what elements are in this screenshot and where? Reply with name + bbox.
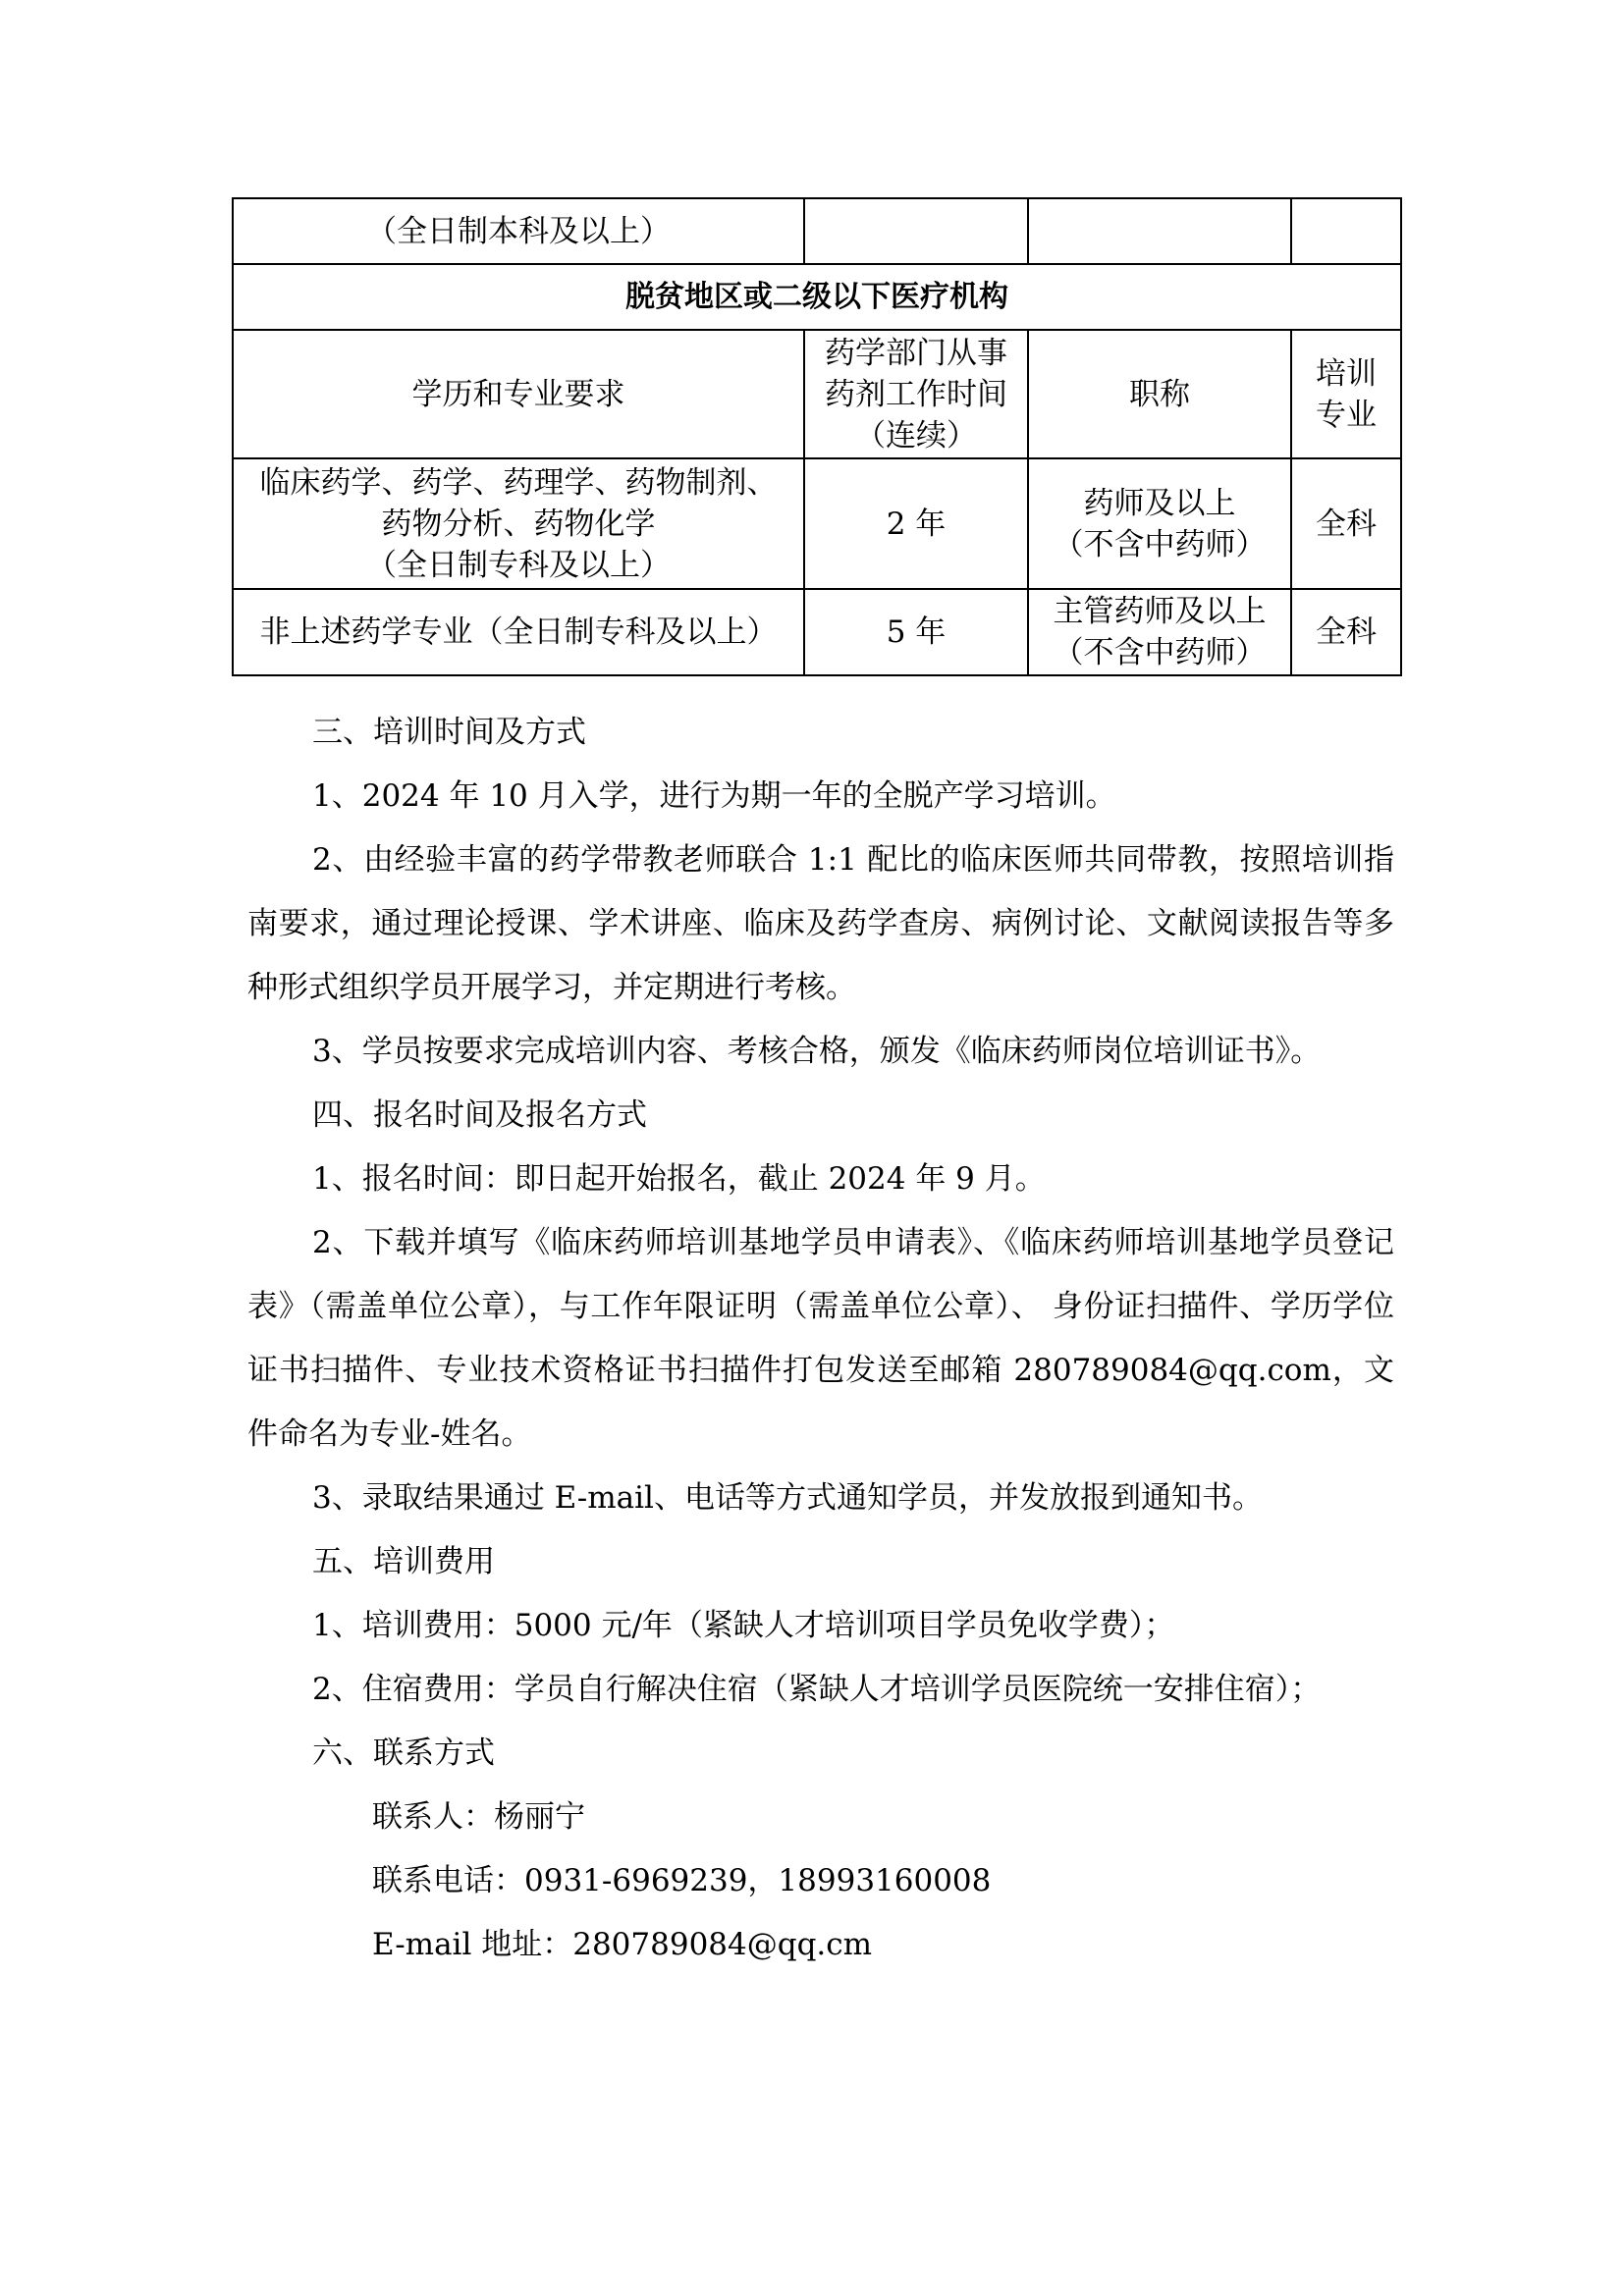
header-years: 药学部门从事药剂工作时间（连续）: [804, 330, 1028, 458]
section-heading-fees: 五、培训费用: [312, 1544, 495, 1579]
paragraph: 1、报名时间：即日起开始报名，截止 2024 年 9 月。: [312, 1161, 1046, 1197]
body-text: [247, 701, 1394, 1977]
section-heading-training-time: 三、培训时间及方式: [312, 715, 586, 750]
section-row: [233, 264, 1401, 330]
paragraph: 2、住宿费用：学员自行解决住宿（紧缺人才培训学员医院统一安排住宿）；: [312, 1672, 1322, 1707]
paragraph: 2、由经验丰富的药学带教老师联合 1:1 配比的临床医师共同带教，按照培训指南要求，通过理论授课、学术讲座、临床及药学查房、病例讨论、文献阅读报告等多种形式组织学员开展学习，并定期进行考核。: [247, 842, 1394, 1005]
contact-phone: 联系电话：0931-6969239，18993160008: [372, 1863, 992, 1898]
specialty-cell: 全科: [1291, 589, 1401, 675]
section-heading-contact: 六、联系方式: [312, 1735, 495, 1771]
specialty-cell: [1291, 198, 1401, 264]
paragraph: 3、录取结果通过 E-mail、电话等方式通知学员，并发放报到通知书。: [312, 1480, 1263, 1516]
specialty-cell: 全科: [1291, 458, 1401, 589]
title-cell: 药师及以上 （不含中药师）: [1028, 458, 1291, 589]
header-title: 职称: [1028, 330, 1291, 458]
section-title: 脱贫地区或二级以下医疗机构: [233, 264, 1401, 330]
education-cell: 非上述药学专业（全日制专科及以上）: [233, 589, 804, 675]
table-header-row: [233, 330, 1401, 458]
header-specialty: 培训专业: [1291, 330, 1401, 458]
table-row-top: [233, 198, 1401, 264]
education-cell: 临床药学、药学、药理学、药物制剂、 药物分析、药物化学 （全日制专科及以上）: [233, 458, 804, 589]
years-cell: 2 年: [804, 458, 1028, 589]
years-cell: [804, 198, 1028, 264]
paragraph: 2、下载并填写《临床药师培训基地学员申请表》、《临床药师培训基地学员登记表》（需盖单位公章），与工作年限证明（需盖单位公章）、 身份证扫描件、学历学位证书扫描件、专业技术资格证书扫描件打包发送至邮箱 280789084@qq.com，文件命名为专业-姓名。: [247, 1225, 1394, 1452]
contact-person: 联系人：杨丽宁: [372, 1799, 585, 1835]
paragraph: 1、培训费用：5000 元/年（紧缺人才培训项目学员免收学费）；: [312, 1608, 1175, 1643]
title-cell: 主管药师及以上 （不含中药师）: [1028, 589, 1291, 675]
table-row: [233, 589, 1401, 675]
years-cell: 5 年: [804, 589, 1028, 675]
contact-email: E-mail 地址：280789084@qq.cm: [372, 1927, 873, 1962]
education-text: （全日制本科及以上）: [366, 213, 671, 249]
header-education: 学历和专业要求: [233, 330, 804, 458]
paragraph: 3、学员按要求完成培训内容、考核合格，颁发《临床药师岗位培训证书》。: [312, 1034, 1322, 1069]
table-row: [233, 458, 1401, 589]
paragraph: 1、2024 年 10 月入学，进行为期一年的全脱产学习培训。: [312, 778, 1116, 814]
education-cell: [233, 198, 804, 264]
title-cell: [1028, 198, 1291, 264]
section-heading-registration: 四、报名时间及报名方式: [312, 1097, 647, 1133]
requirements-table: [232, 197, 1402, 676]
